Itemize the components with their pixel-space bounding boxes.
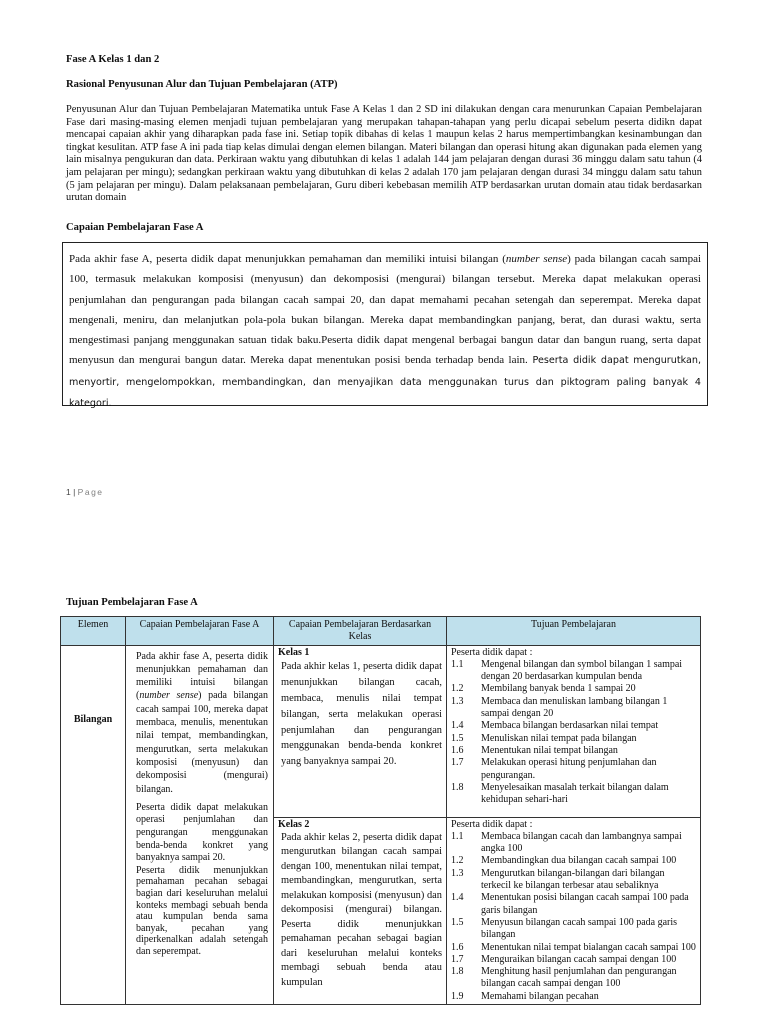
tp-kelas1-cell (447, 645, 701, 817)
list-item: 1.9 Memahami bilangan pecahan (451, 990, 599, 1002)
list-item: 1.3 Membaca dan menuliskan lambang bilangan 1 sampai dengan 20 (451, 695, 668, 720)
list-item: 1.6 Menentukan nilai tempat bilangan (451, 744, 618, 756)
kelas2-cell (274, 817, 447, 1004)
tp-kelas2-intro: Peserta didik dapat : (451, 818, 533, 830)
cp-fase-italic: number sense (139, 690, 199, 702)
capaian-box (62, 242, 708, 410)
list-item: 1.4 Membaca bilangan berdasarkan nilai tempat (451, 720, 659, 732)
number-sense-term: number sense (505, 253, 568, 265)
list-item: 1.6 Menentukan nilai tempat bialangan cacah sampai 100 (451, 941, 696, 953)
list-item: 1.7 Melakukan operasi hitung penjumlahan dan pengurangan. (451, 757, 657, 781)
tp-kelas2-list (451, 831, 696, 1003)
tujuan-title: Tujuan Pembelajaran Fase A (66, 597, 198, 608)
page-separator: | (70, 487, 78, 497)
rasional-paragraph: Penyusunan Alur dan Tujuan Pembelajaran Matematika untuk Fase A Kelas 1 dan 2 SD ini dilakukan dengan cara menurunkan Capaian Pembelajaran Fase dari masing-masing elemen menjadi tujuan pembelajaran yang merupakan tahapan-tahapan yang perlu dicapai sebelum peserta didikn dapat mencapai capaian akhir yang diharapkan pada fase ini. Setiap topik dibahas di kelas 1 maupun kelas 2 harus mempertimbangkan kesinambungan dan tingkat kesulitan. ATP fase A ini pada tiap kelas dimulai dengan elemen bilangan. Materi bilangan dan operasi hitung akan digunakan pada elemen yang lain misalnya pengukuran dan data. Perkiraan waktu yang dibutuhkan di kelas 1 adalah 144 jam pelajaran dengan durasi 36 minggu dalam satu tahun (4 jam pelajaran per mingu); sedangkan perkiraan waktu yang dibutuhkan di kelas 2 adalah 170 jam pelajaran dengan durasi 34 minggu dalam satu tahun (5 jam pelajaran per mingu). Dalam pelaksanaan pembelajaran, Guru diberi kebebasan memilih ATP berdasarkan urutan domain atau tidak berdasarkan urutan domain (66, 104, 702, 204)
kelas1-text: Pada akhir kelas 1, peserta didik dapat menunjukkan bilangan cacah, membaca, menulis nilai tempat bilangan, serta melakukan operasi penjumlahan dan pengurangan menggunakan benda-benda konkret yang banyaknya sampai 20. (281, 660, 442, 768)
tp-kelas1-list (451, 659, 696, 807)
list-item: 1.3 Mengurutkan bilangan-bilangan dari bilangan terkecil ke bilangan terbesar atau sebaliknya (451, 867, 665, 892)
list-item: 1.5 Menyusun bilangan cacah sampai 100 pada garis bilangan (451, 916, 678, 941)
list-item: 1.4 Menentukan posisi bilangan cacah sampai 100 pada garis bilangan (451, 892, 689, 916)
table-header-row (61, 617, 701, 646)
page-label: Page (77, 487, 104, 497)
rasional-title: Rasional Penyusunan Alur dan Tujuan Pembelajaran (ATP) (66, 79, 338, 90)
tp-kelas2-cell (447, 817, 701, 1004)
kelas2-text: Pada akhir kelas 2, peserta didik dapat mengurutkan bilangan cacah sampai dengan 100, menentukan nilai tempat, membandingkan, mengurutkan, serta melakukan komposisi (menyusun) dan dekomposisi (mengurai) bilangan. Peserta didik menunjukkan pemahaman pecahan sebagai bagian dari keseluruhan melalui konteks membagi sebuah benda atau kumpulan (281, 831, 442, 988)
cp-fase-text-cont: ) pada bilangan cacah sampai 100, mereka dapat membaca, menulis, menentukan nilai tempat, membandingkan, mengurutkan, serta melakukan komposisi (menyusun) dan dekomposisi (mengurai) bilangan. (136, 690, 268, 795)
list-item: 1.2 Membandingkan dua bilangan cacah sampai 100 (451, 855, 677, 867)
capaian-text-cont: ) pada bilangan cacah sampai 100, termasuk melakukan komposisi (menyusun) dan dekomposisi (mengurai) bilangan tersebut. Mereka dapat melakukan operasi penjumlahan dan pengurangan pada bilangan cacah sampai 20, dan dapat memahami pecahan setengah dan seperempat. Mereka dapat mengenali, meniru, dan melanjutkan pola-pola bukan bilangan. Mereka dapat membandingkan panjang, berat, dan durasi waktu, serta mengestimasi panjang menggunakan satuan tidak baku.Peserta didik dapat mengenal berbagai bangun datar dan bangun ruang, serta dapat menyusun dan mengurai bangun datar. Mereka dapat menentukan posisi benda terhadap benda lain. (69, 253, 702, 367)
elemen-cell (61, 645, 126, 1004)
cp-fase-para-3: Peserta didik menunjukkan pemahaman pecahan sebagai bagian dari keseluruhan melalui konteks membagi sebuah benda atau kumpulan benda sama banyak, pecahan yang diperkenalkan adalah setengah dan seperempat. (136, 864, 268, 957)
elemen-bilangan: Bilangan (73, 714, 113, 726)
list-item: 1.8 Menyelesaikan masalah terkait bilangan dalam kehidupan sehari-hari (451, 781, 669, 806)
list-item: 1.5 Menuliskan nilai tempat pada bilangan (451, 732, 637, 744)
tujuan-table (60, 616, 701, 1005)
page-footer (66, 487, 104, 497)
cp-fase-text: Pada akhir fase A, peserta didik menunjukkan pemahaman dan memiliki intuisi bilangan ( (136, 650, 268, 702)
list-item: 1.8 Menghitung hasil penjumlahan dan pengurangan bilangan cacah sampai dengan 100 (451, 966, 677, 990)
list-item: 1.7 Menguraikan bilangan cacah sampai dengan 100 (451, 953, 677, 965)
header-cp-fase: Capaian Pembelajaran Fase A (126, 617, 274, 646)
tp-kelas1-intro: Peserta didik dapat : (451, 646, 533, 658)
capaian-text-sans: Peserta didik dapat mengurutkan, menyortir, mengelompokkan, membandingkan, dan menyajikan data menggunakan turus dan piktogram paling banyak 4 kategori. (69, 355, 701, 410)
header-elemen: Elemen (61, 617, 126, 646)
list-item: 1.2 Membilang banyak benda 1 sampai 20 (451, 683, 636, 695)
page-number: 1 (66, 487, 71, 497)
list-item: 1.1 Mengenal bilangan dan symbol bilangan 1 sampai dengan 20 berdasarkan kumpulan benda (451, 658, 683, 683)
table-row (61, 645, 701, 817)
kelas1-cell (274, 645, 447, 817)
capaian-text: Pada akhir fase A, peserta didik dapat menunjukkan pemahaman dan memiliki intuisi bilangan ( (69, 253, 506, 265)
list-item: 1.1 Membaca bilangan cacah dan lambangnya sampai angka 100 (451, 830, 682, 855)
cp-fase-para-2: Peserta didik dapat melakukan operasi penjumlahan dan pengurangan menggunakan benda-benda konkret yang banyaknya sampai 20. (136, 801, 268, 864)
header-cp-kelas: Capaian Pembelajaran Berdasarkan Kelas (274, 617, 447, 646)
header-tujuan: Tujuan Pembelajaran (447, 617, 701, 646)
cp-fase-cell (126, 645, 274, 1004)
capaian-title: Capaian Pembelajaran Fase A (66, 222, 204, 233)
kelas2-title: Kelas 2 (278, 818, 310, 830)
kelas1-title: Kelas 1 (278, 646, 310, 658)
fase-heading: Fase A Kelas 1 dan 2 (66, 54, 160, 65)
cp-fase-para-1 (136, 650, 268, 796)
